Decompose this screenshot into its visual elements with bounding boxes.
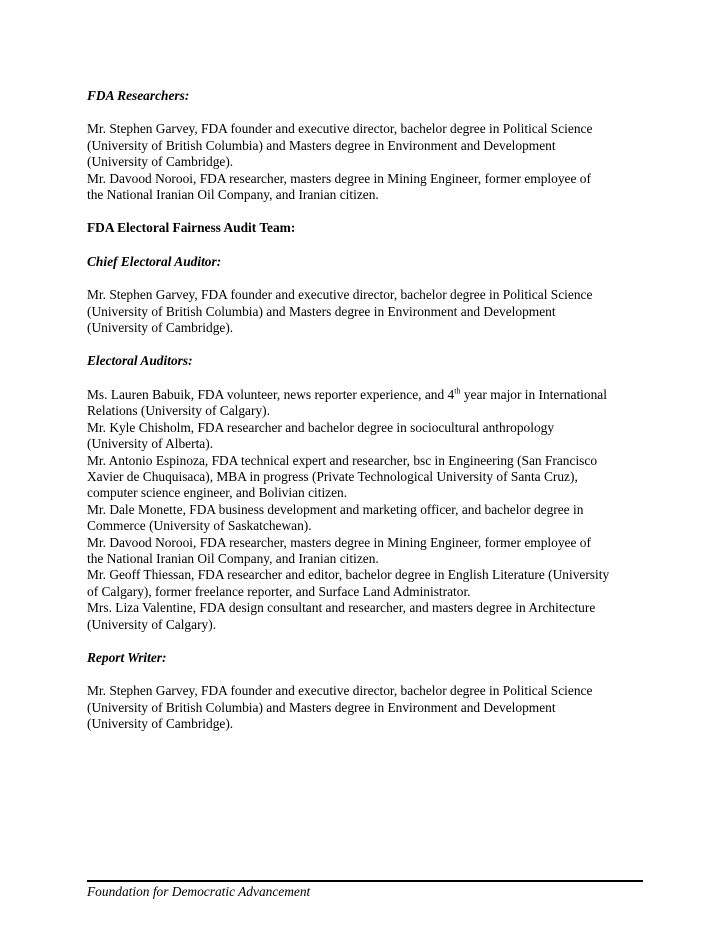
chief-auditor-paragraph bbox=[87, 287, 647, 336]
report-writer-paragraph bbox=[87, 683, 647, 732]
report-writer-heading: Report Writer: bbox=[87, 649, 167, 665]
footer-divider bbox=[87, 880, 643, 882]
text-line: Mr. Antonio Espinoza, FDA technical expert and researcher, bsc in Engineering (San Francisco bbox=[87, 452, 598, 468]
text-line: Mr. Geoff Thiessan, FDA researcher and editor, bachelor degree in English Literature (University bbox=[87, 567, 610, 583]
text-line: Mr. Stephen Garvey, FDA founder and executive director, bachelor degree in Political Science bbox=[87, 287, 593, 303]
document-body bbox=[87, 88, 647, 750]
text-line: the National Iranian Oil Company, and Iranian citizen. bbox=[87, 550, 379, 566]
text-line: Relations (University of Calgary). bbox=[87, 403, 270, 419]
text-segment: year major in International bbox=[460, 386, 607, 402]
text-line: (University of British Columbia) and Masters degree in Environment and Development bbox=[87, 699, 556, 715]
footer-organization-name: Foundation for Democratic Advancement bbox=[87, 884, 311, 899]
text-segment: Ms. Lauren Babuik, FDA volunteer, news reporter experience, and 4 bbox=[87, 386, 455, 402]
text-line: Mr. Kyle Chisholm, FDA researcher and bachelor degree in sociocultural anthropology bbox=[87, 419, 555, 435]
text-line: Mr. Davood Norooi, FDA researcher, masters degree in Mining Engineer, former employee of bbox=[87, 170, 591, 186]
text-line: (University of Cambridge). bbox=[87, 320, 234, 336]
text-line: (University of Calgary). bbox=[87, 616, 217, 632]
text-line: (University of Alberta). bbox=[87, 436, 214, 452]
text-line: Mr. Stephen Garvey, FDA founder and executive director, bachelor degree in Political Science bbox=[87, 121, 593, 137]
text-line: (University of British Columbia) and Masters degree in Environment and Development bbox=[87, 303, 556, 319]
text-line: (University of Cambridge). bbox=[87, 716, 234, 732]
audit-team-heading: FDA Electoral Fairness Audit Team: bbox=[87, 220, 296, 236]
text-line: (University of British Columbia) and Masters degree in Environment and Development bbox=[87, 137, 556, 153]
text-line: Mr. Stephen Garvey, FDA founder and executive director, bachelor degree in Political Science bbox=[87, 683, 593, 699]
auditors-heading: Electoral Auditors: bbox=[87, 353, 193, 369]
superscript: th bbox=[454, 386, 461, 396]
auditors-paragraph bbox=[87, 387, 647, 633]
text-line: (University of Cambridge). bbox=[87, 154, 234, 170]
text-line: Mr. Davood Norooi, FDA researcher, masters degree in Mining Engineer, former employee of bbox=[87, 534, 591, 550]
text-line: Xavier de Chuquisaca), MBA in progress (Private Technological University of Santa Cruz), bbox=[87, 468, 578, 484]
text-line: of Calgary), former freelance reporter, and Surface Land Administrator. bbox=[87, 583, 471, 599]
chief-auditor-heading: Chief Electoral Auditor: bbox=[87, 253, 222, 269]
text-line: the National Iranian Oil Company, and Iranian citizen. bbox=[87, 187, 379, 203]
text-line: Commerce (University of Saskatchewan). bbox=[87, 518, 312, 534]
text-line: Mrs. Liza Valentine, FDA design consultant and researcher, and masters degree in Architecture bbox=[87, 600, 596, 616]
researchers-paragraph bbox=[87, 121, 647, 203]
researchers-heading: FDA Researchers: bbox=[87, 88, 190, 103]
text-line-with-superscript bbox=[87, 387, 647, 403]
text-line: computer science engineer, and Bolivian citizen. bbox=[87, 485, 348, 501]
text-line: Mr. Dale Monette, FDA business development and marketing officer, and bachelor degree in bbox=[87, 501, 584, 517]
